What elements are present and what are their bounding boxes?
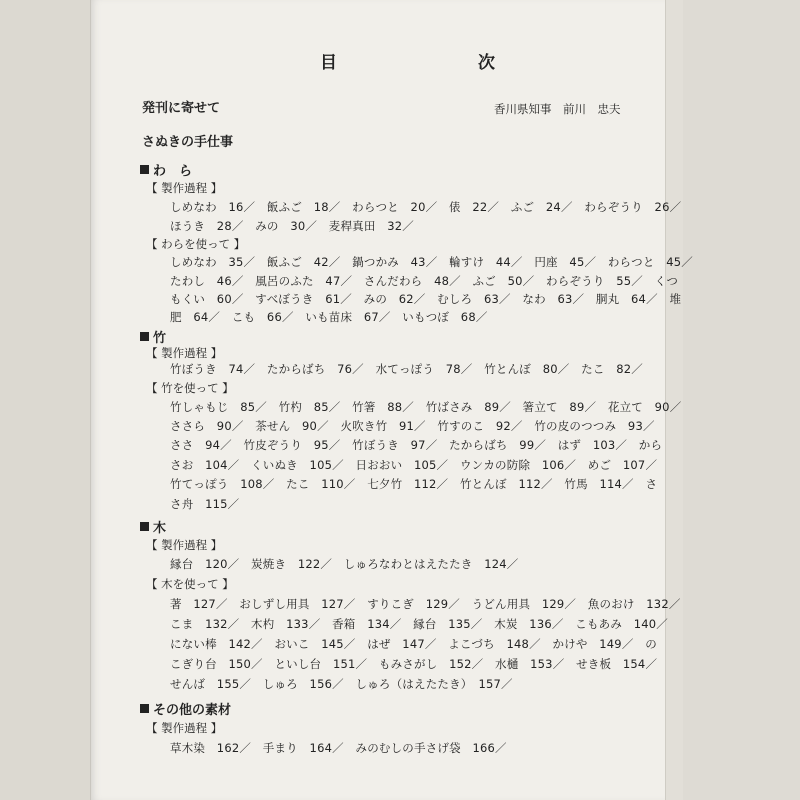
preface-label: 発刊に寄せて xyxy=(142,101,221,116)
subsection-label: 【 わらを使って 】 xyxy=(146,237,246,251)
section-heading-ki: 木 xyxy=(140,517,166,536)
subsection-label: 【 竹を使って 】 xyxy=(146,381,234,395)
subsection-label: 【 木を使って 】 xyxy=(146,577,234,591)
square-bullet-icon xyxy=(140,332,149,341)
toc-line: こぎり台 150／ といし台 151／ もみさがし 152／ 水樋 153／ せき板 154／ xyxy=(170,657,658,671)
toc-line: 草木染 162／ 手まり 164／ みのむしの手さげ袋 166／ xyxy=(170,741,507,755)
toc-line: もくい 60／ すべぼうき 61／ みの 62／ むしろ 63／ なわ 63／ 胴丸 64／ 堆 xyxy=(170,292,682,306)
subsection-label: 【 製作過程 】 xyxy=(146,346,223,360)
toc-line: しめなわ 16／ 飯ふご 18／ わらつと 20／ 俵 22／ ふご 24／ わらぞうり 26／ xyxy=(170,200,682,214)
toc-line: ささら 90／ 茶せん 90／ 火吹き竹 91／ 竹すのこ 92／ 竹の皮のつつみ 93／ xyxy=(170,419,655,433)
toc-line: 竹てっぽう 108／ たこ 110／ 七夕竹 112／ 竹とんぼ 112／ 竹馬 114／ さ xyxy=(170,477,658,491)
toc-line: 竹しゃもじ 85／ 竹杓 85／ 竹箸 88／ 竹ばさみ 89／ 箸立て 89／ 花立て 90／ xyxy=(170,400,682,414)
toc-line: さ舟 115／ xyxy=(170,497,240,511)
toc-line: こま 132／ 木杓 133／ 香箱 134／ 縁台 135／ 木炭 136／ こもあみ 140／ xyxy=(170,617,668,631)
page-title: 目 次 xyxy=(320,53,557,73)
toc-line: たわし 46／ 風呂のふた 47／ さんだわら 48／ ふご 50／ わらぞうり 55／ くつ xyxy=(170,274,679,288)
toc-line: 竹ぼうき 74／ たからばち 76／ 水てっぽう 78／ 竹とんぼ 80／ たこ 82／ xyxy=(170,362,643,376)
book-spine-shadow xyxy=(0,0,90,800)
toc-line: せんば 155／ しゅろ 156／ しゅろ（はえたたき） 157／ xyxy=(170,677,513,691)
square-bullet-icon xyxy=(140,522,149,531)
toc-line: 肥 64／ こも 66／ いも苗床 67／ いもつぼ 68／ xyxy=(170,310,488,324)
toc-line: にない棒 142／ おいこ 145／ はぜ 147／ よこづち 148／ かけや 149／ の xyxy=(170,637,657,651)
section-heading-other: その他の素材 xyxy=(140,699,231,718)
preface-author: 香川県知事 前川 忠夫 xyxy=(494,102,621,116)
subsection-label: 【 製作過程 】 xyxy=(146,538,223,552)
toc-line: さお 104／ くいぬき 105／ 日おおい 105／ ウンカの防除 106／ めご 107／ xyxy=(170,458,658,472)
square-bullet-icon xyxy=(140,165,149,174)
part-title: さぬきの手仕事 xyxy=(142,135,234,150)
subsection-label: 【 製作過程 】 xyxy=(146,181,223,195)
page-edge-outer xyxy=(683,0,800,800)
section-heading-take: 竹 xyxy=(140,327,166,346)
section-heading-wara: わ ら xyxy=(140,160,192,179)
toc-line: ささ 94／ 竹皮ぞうり 95／ 竹ぼうき 97／ たからばち 99／ はず 103／ から xyxy=(170,438,663,452)
toc-line: 著 127／ おしずし用具 127／ すりこぎ 129／ うどん用具 129／ 魚のおけ 132／ xyxy=(170,597,681,611)
square-bullet-icon xyxy=(140,704,149,713)
toc-line: 縁台 120／ 炭焼き 122／ しゅろなわとはえたたき 124／ xyxy=(170,557,519,571)
subsection-label: 【 製作過程 】 xyxy=(146,721,223,735)
toc-line: ほうき 28／ みの 30／ 麦稈真田 32／ xyxy=(170,219,414,233)
toc-line: しめなわ 35／ 飯ふご 42／ 鍋つかみ 43／ 輪すけ 44／ 円座 45／ わらつと 45／ xyxy=(170,255,693,269)
